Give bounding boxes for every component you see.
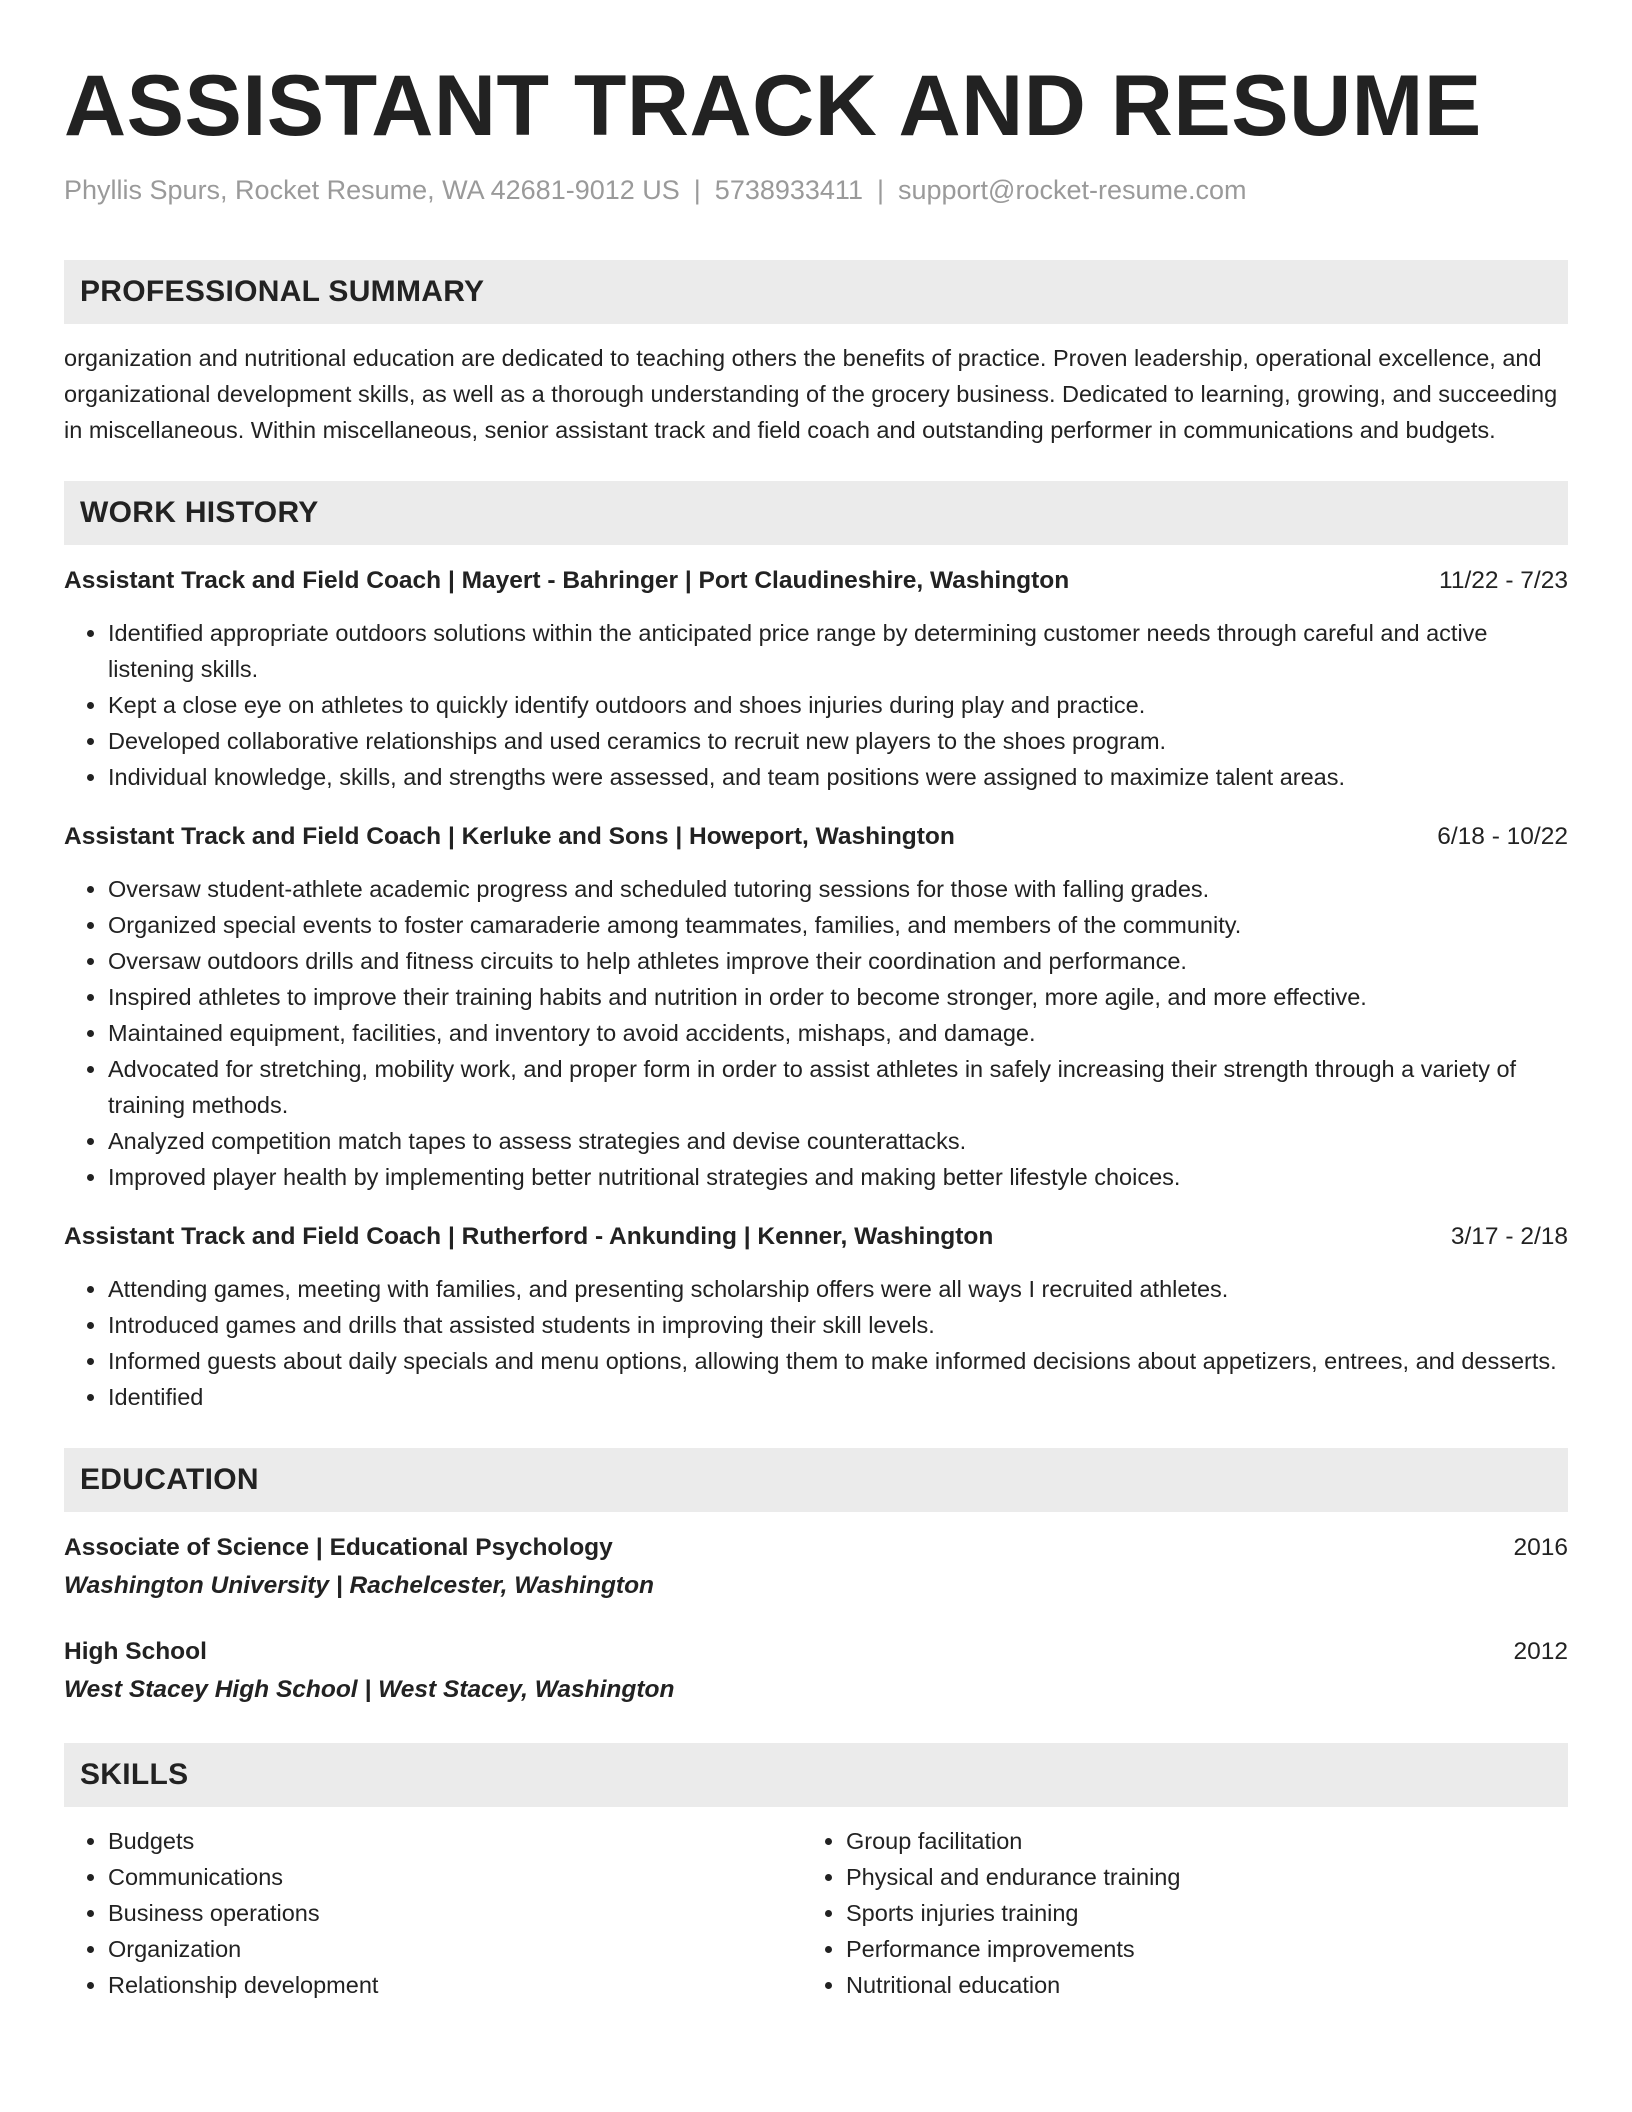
section-heading-summary: PROFESSIONAL SUMMARY bbox=[64, 260, 1568, 324]
education-institution: Washington University | Rachelcester, Washington bbox=[64, 1572, 654, 1599]
contact-line bbox=[64, 172, 1568, 208]
job-bullet: • Oversaw outdoors drills and fitness circuits to help athletes improve their coordination and performance. bbox=[108, 943, 1568, 979]
skill-item: • Budgets bbox=[108, 1823, 802, 1859]
education-degree: High School bbox=[64, 1638, 207, 1665]
skill-item: • Relationship development bbox=[108, 1967, 802, 2003]
job-bullet: • Inspired athletes to improve their training habits and nutrition in order to become stronger, more agile, and more effective. bbox=[108, 979, 1568, 1015]
job-bullet: • Improved player health by implementing better nutritional strategies and making better lifestyle choices. bbox=[108, 1159, 1568, 1195]
skill-item: • Organization bbox=[108, 1931, 802, 1967]
education-entry bbox=[64, 1530, 1568, 1606]
summary-text: organization and nutritional education are dedicated to teaching others the benefits of practice. Proven leadership, operational excellence, and organizational development skills, as well as a thorough understanding of the grocery business. Dedicated to learning, growing, and succeeding in miscellaneous. Within miscellaneous, senior assistant track and field coach and outstanding performer in communications and budgets. bbox=[64, 345, 1558, 443]
contact-email[interactable]: support@rocket-resume.com bbox=[897, 175, 1247, 205]
job-title: Assistant Track and Field Coach | Kerluke and Sons | Howeport, Washington bbox=[64, 823, 955, 850]
job-title: Assistant Track and Field Coach | Mayert - Bahringer | Port Claudineshire, Washington bbox=[64, 567, 1070, 594]
education-entry bbox=[64, 1634, 1568, 1710]
job-bullets bbox=[64, 871, 1568, 1195]
job-dates: 3/17 - 2/18 bbox=[1450, 1223, 1568, 1250]
job-dates: 11/22 - 7/23 bbox=[1439, 567, 1568, 594]
contact-phone: 5738933411 bbox=[714, 175, 863, 205]
job-bullet: • Attending games, meeting with families, and presenting scholarship offers were all ways I recruited athletes. bbox=[108, 1271, 1568, 1307]
job-title: Assistant Track and Field Coach | Rutherford - Ankunding | Kenner, Washington bbox=[64, 1223, 994, 1250]
skill-item: • Physical and endurance training bbox=[846, 1859, 1540, 1895]
skills-column-right bbox=[802, 1823, 1540, 2003]
job-bullet: • Identified appropriate outdoors solutions within the anticipated price range by determining customer needs through careful and active listening skills. bbox=[108, 615, 1568, 687]
job-bullet: • Identified bbox=[108, 1379, 1568, 1415]
skills-list bbox=[64, 1823, 1568, 2003]
job-bullet: • Individual knowledge, skills, and strengths were assessed, and team positions were assigned to maximize talent areas. bbox=[108, 759, 1568, 795]
job-bullet: • Informed guests about daily specials and menu options, allowing them to make informed decisions about appetizers, entrees, and desserts. bbox=[108, 1343, 1568, 1379]
job-bullet: • Advocated for stretching, mobility work, and proper form in order to assist athletes in safely increasing their strength through a variety of training methods. bbox=[108, 1051, 1568, 1123]
education-degree: Associate of Science | Educational Psychology bbox=[64, 1534, 613, 1561]
job-header bbox=[64, 1219, 1568, 1255]
job-dates: 6/18 - 10/22 bbox=[1437, 823, 1568, 850]
skill-item: • Sports injuries training bbox=[846, 1895, 1540, 1931]
skill-item: • Communications bbox=[108, 1859, 802, 1895]
resume-title: ASSISTANT TRACK AND RESUME bbox=[64, 58, 1482, 154]
education-year: 2012 bbox=[1513, 1638, 1568, 1665]
education-header bbox=[64, 1530, 1568, 1566]
education-header bbox=[64, 1634, 1568, 1670]
section-heading-education: EDUCATION bbox=[64, 1448, 1568, 1512]
education-year: 2016 bbox=[1513, 1534, 1568, 1561]
education-institution: West Stacey High School | West Stacey, Washington bbox=[64, 1676, 675, 1703]
job-bullet: • Kept a close eye on athletes to quickly identify outdoors and shoes injuries during play and practice. bbox=[108, 687, 1568, 723]
job-bullets bbox=[64, 1271, 1568, 1415]
contact-separator: | bbox=[693, 175, 701, 205]
job-entry bbox=[64, 819, 1568, 1195]
section-heading-work-history: WORK HISTORY bbox=[64, 481, 1568, 545]
skill-item: • Business operations bbox=[108, 1895, 802, 1931]
job-bullet: • Maintained equipment, facilities, and inventory to avoid accidents, mishaps, and damage. bbox=[108, 1015, 1568, 1051]
job-bullet: • Developed collaborative relationships and used ceramics to recruit new players to the shoes program. bbox=[108, 723, 1568, 759]
skill-item: • Performance improvements bbox=[846, 1931, 1540, 1967]
contact-separator: | bbox=[876, 175, 884, 205]
skills-column-left bbox=[64, 1823, 802, 2003]
job-entry bbox=[64, 1219, 1568, 1415]
job-bullet: • Introduced games and drills that assisted students in improving their skill levels. bbox=[108, 1307, 1568, 1343]
contact-address: Phyllis Spurs, Rocket Resume, WA 42681-9012 US bbox=[64, 175, 680, 205]
job-header bbox=[64, 563, 1568, 599]
job-bullet: • Analyzed competition match tapes to assess strategies and devise counterattacks. bbox=[108, 1123, 1568, 1159]
job-bullets bbox=[64, 615, 1568, 795]
skill-item: • Group facilitation bbox=[846, 1823, 1540, 1859]
job-entry bbox=[64, 563, 1568, 795]
job-header bbox=[64, 819, 1568, 855]
job-bullet: • Oversaw student-athlete academic progress and scheduled tutoring sessions for those with falling grades. bbox=[108, 871, 1568, 907]
job-bullet: • Organized special events to foster camaraderie among teammates, families, and members of the community. bbox=[108, 907, 1568, 943]
section-heading-skills: SKILLS bbox=[64, 1743, 1568, 1807]
skill-item: • Nutritional education bbox=[846, 1967, 1540, 2003]
